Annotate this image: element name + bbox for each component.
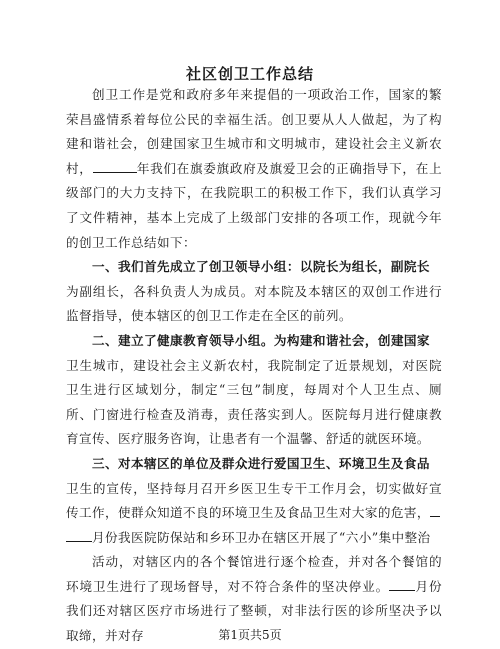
section3-text-part4: 月份我们还对辖区医疗市场进行了整顿，对非法行医的诊所坚决予以取缔，并对存: [66, 578, 442, 644]
section3-text-part1: 卫生的宣传，坚持每月召开乡医卫生专干工作月会，切实做好宣传工作，使群众知道不良的环境卫生及食品卫生对大家的危害，: [66, 480, 442, 521]
document-title: 社区创卫工作总结: [185, 65, 314, 83]
section3-text-part2: 月份我医院防保站和乡环卫办在辖区开展了“六小”集中整治: [92, 529, 431, 545]
intro-text-part2: 年我们在旗委旗政府及旗爱卫会的正确指导下，在上级部门的大力支持下，在我院职工的积极工作下，我们认真学习了文件精神，基本上完成了上级部门安排的各项工作，现就今年的创卫工作总结如下：: [66, 160, 442, 250]
month-blank-2: [389, 578, 415, 591]
month-blank-1b: [66, 529, 92, 542]
year-blank: [93, 160, 137, 173]
section2-body: 卫生城市，建设社会主义新农村，我院制定了近景规划，对医院卫生进行区域划分，制定“三包”制度，每周对个人卫生点、厕所、门窗进行检查及消毒，责任落实到人。医院每月进行健康教育宣传、医疗服务咨询，让患者有一个温馨、舒适的就医环境。: [66, 357, 442, 447]
section3-body: [66, 477, 442, 551]
section3-heading: 三、对本辖区的单位及群众进行爱国卫生、环境卫生及食品: [92, 455, 430, 471]
section1-body: 为副组长，各科负责人为成员。对本院及本辖区的双创工作进行监督指导，使本辖区的创卫工作走在全区的前列。: [66, 283, 442, 324]
section2-heading: 二、建立了健康教育领导小组。为构建和谐社会，创建国家: [92, 332, 430, 348]
section3-text-part3: 活动，对辖区内的各个餐馆进行逐个检查，并对各个餐馆的环境卫生进行了现场督导，对不符合条件的坚决停业。: [66, 554, 442, 594]
month-blank-1a: [430, 504, 440, 517]
document-body: [66, 83, 442, 649]
intro-text-part1: 创卫工作是党和政府多年来提倡的一项政治工作，国家的繁荣昌盛情系着每位公民的幸福生活。创卫要从人人做起，为了构建和谐社会，创建国家卫生城市和文明城市，建设社会主义新农村，: [66, 87, 442, 176]
page-number-footer: 第1页共5页: [218, 628, 282, 642]
intro-paragraph: [66, 83, 442, 255]
section1-heading: 一、我们首先成立了创卫领导小组：以院长为组长，副院长: [92, 259, 430, 275]
